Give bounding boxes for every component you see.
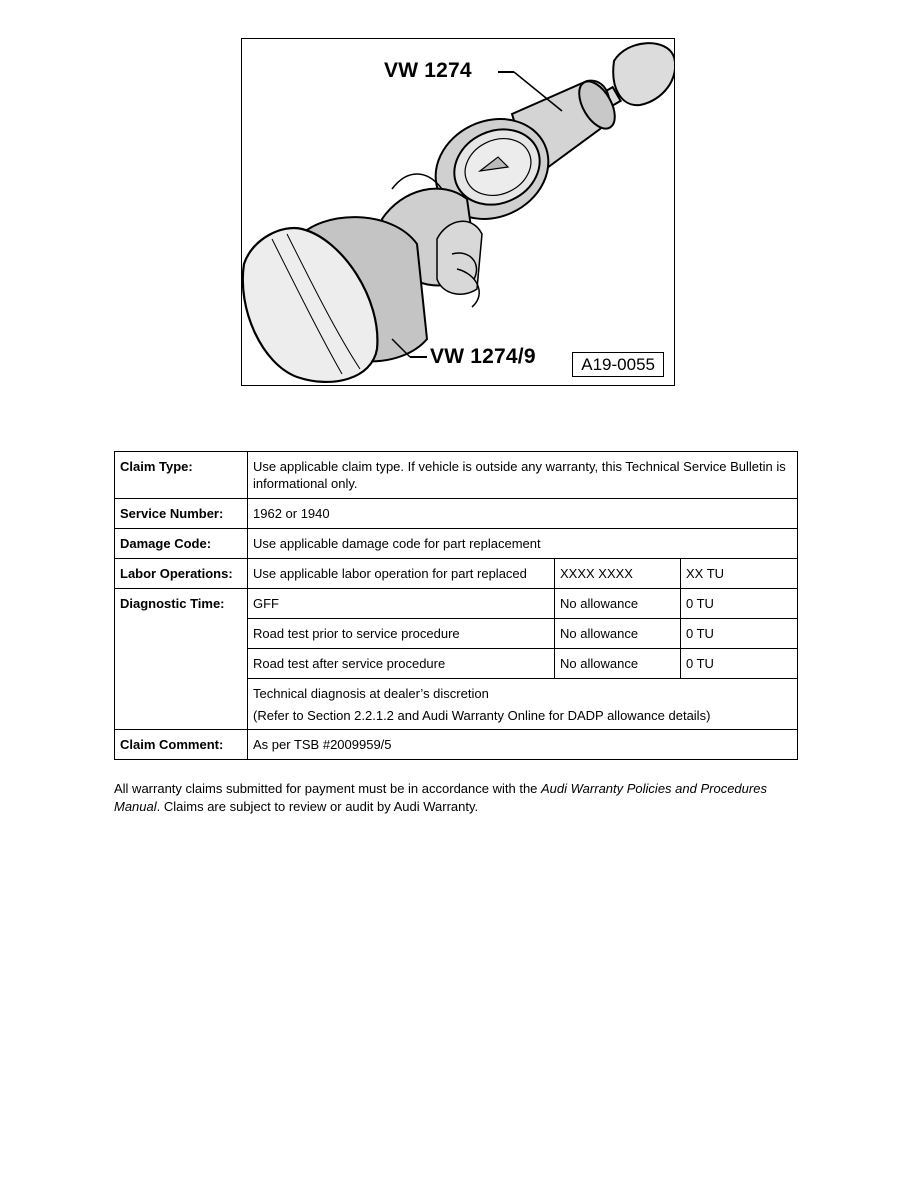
diagnostic-description: Road test prior to service procedure xyxy=(248,619,555,649)
warranty-notice-text-2: . Claims are subject to review or audit by Audi Warranty. xyxy=(156,799,479,814)
diagnostic-time-value: 0 TU xyxy=(681,589,798,619)
table-row xyxy=(115,589,798,619)
tool-illustration xyxy=(241,38,675,386)
claim-comment-value: As per TSB #2009959/5 xyxy=(248,730,798,760)
warranty-notice xyxy=(114,780,804,816)
claim-type-value: Use applicable claim type. If vehicle is outside any warranty, this Technical Service Bulletin is informational only. xyxy=(248,452,798,499)
table-row xyxy=(115,730,798,760)
damage-code-header: Damage Code: xyxy=(115,529,248,559)
claim-type-header: Claim Type: xyxy=(115,452,248,499)
warranty-claim-table xyxy=(114,451,798,760)
damage-code-value: Use applicable damage code for part replacement xyxy=(248,529,798,559)
diagnostic-note-line2: (Refer to Section 2.2.1.2 and Audi Warranty Online for DADP allowance details) xyxy=(253,708,711,723)
figure-code: A19-0055 xyxy=(572,352,664,377)
diagnostic-note-line1: Technical diagnosis at dealer’s discretion xyxy=(253,686,489,701)
table-row xyxy=(115,529,798,559)
diagnostic-note-cell xyxy=(248,679,798,730)
warranty-manual-title: Audi Warranty Policies and Procedures Manual xyxy=(114,781,767,814)
table-row xyxy=(115,452,798,499)
table-row xyxy=(115,499,798,529)
diagnostic-allowance: No allowance xyxy=(555,589,681,619)
diagnostic-time-value: 0 TU xyxy=(681,649,798,679)
warranty-notice-text-1: All warranty claims submitted for payment must be in accordance with the xyxy=(114,781,542,796)
diagnostic-time-value: 0 TU xyxy=(681,619,798,649)
diagnostic-time-header: Diagnostic Time: xyxy=(115,589,248,730)
diagnostic-description: Road test after service procedure xyxy=(248,649,555,679)
pressure-tester-drawing xyxy=(242,39,675,386)
labor-operations-header: Labor Operations: xyxy=(115,559,248,589)
diagnostic-description: GFF xyxy=(248,589,555,619)
figure-label-bottom: VW 1274/9 xyxy=(430,345,536,368)
labor-operations-description: Use applicable labor operation for part replaced xyxy=(248,559,555,589)
diagnostic-allowance: No allowance xyxy=(555,619,681,649)
labor-operations-time: XX TU xyxy=(681,559,798,589)
figure-label-top: VW 1274 xyxy=(384,59,472,82)
table-row xyxy=(115,559,798,589)
claim-comment-header: Claim Comment: xyxy=(115,730,248,760)
service-number-value: 1962 or 1940 xyxy=(248,499,798,529)
diagnostic-allowance: No allowance xyxy=(555,649,681,679)
service-number-header: Service Number: xyxy=(115,499,248,529)
labor-operations-code: XXXX XXXX xyxy=(555,559,681,589)
